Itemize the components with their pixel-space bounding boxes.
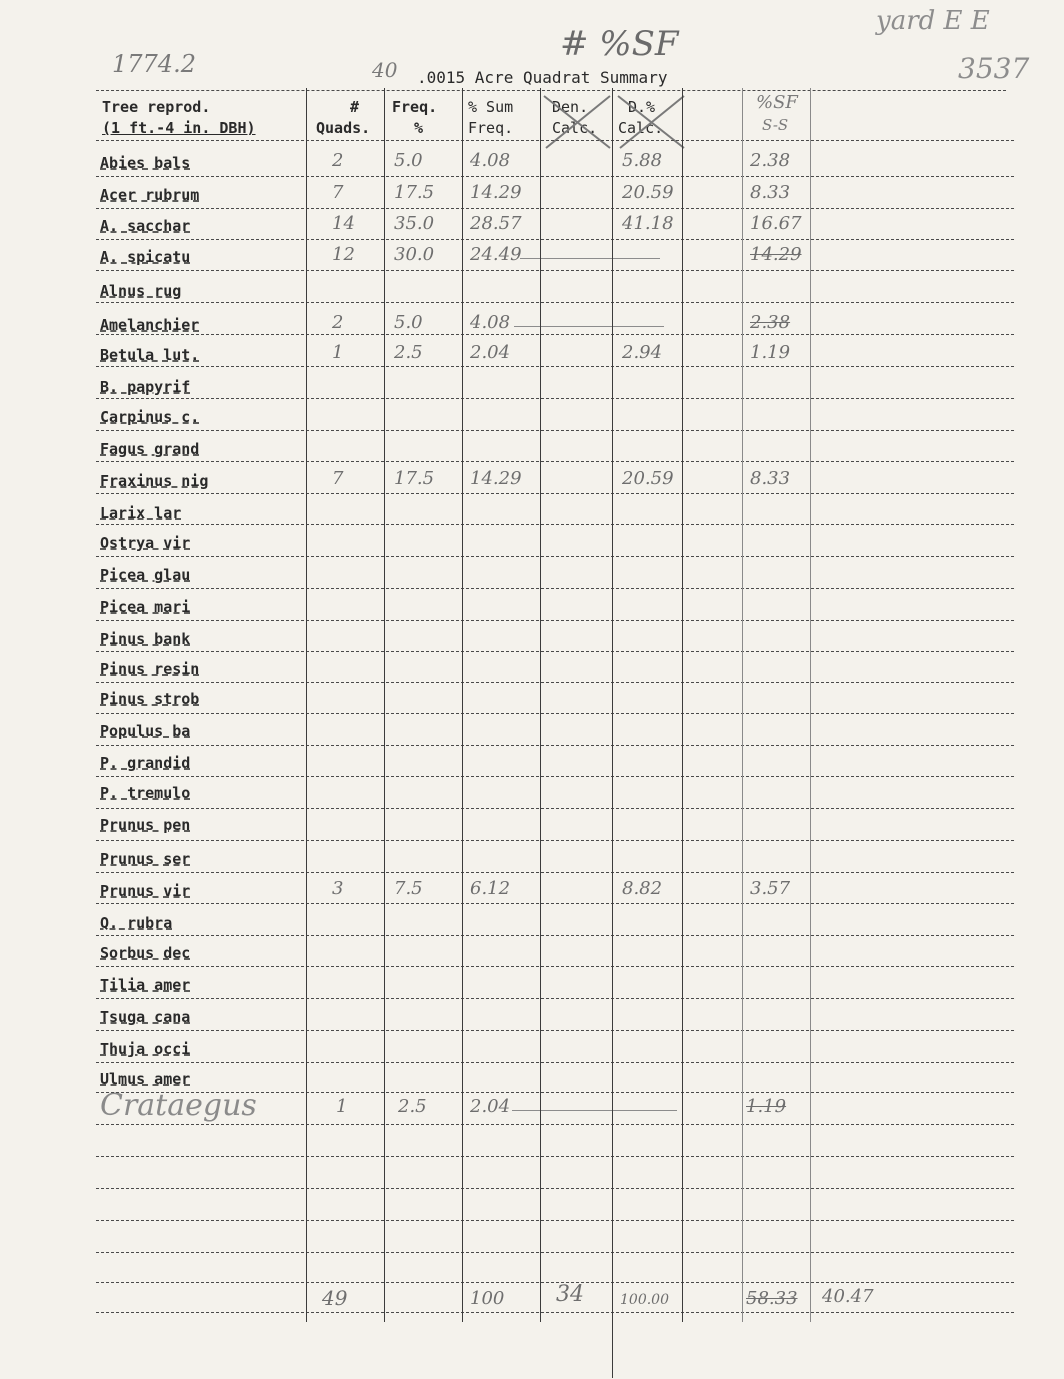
species-name: Sorbus dec	[100, 944, 191, 962]
cell-quads: 1	[332, 342, 344, 363]
cell-sum: 14.29	[470, 468, 522, 489]
total-dpct: 100.00	[620, 1292, 669, 1308]
cell-freq: 7.5	[394, 878, 423, 899]
column-rule	[810, 88, 811, 1322]
handwritten-sf: 1.19	[746, 1096, 787, 1117]
species-name: Prunus pen	[100, 816, 191, 834]
row-divider	[96, 745, 1014, 746]
row-divider	[96, 1252, 1014, 1253]
cell-sum: 28.57	[470, 213, 522, 234]
sheet-number: 3537	[958, 52, 1030, 85]
column-rule	[540, 88, 541, 1322]
row-divider	[96, 398, 1014, 399]
header-species-line2: (1 ft.-4 in. DBH)	[102, 119, 256, 137]
header-freq-line1: Freq.	[392, 98, 438, 116]
row-divider	[96, 1188, 1014, 1189]
header-dpct-line1: D.%	[628, 98, 656, 116]
header-den-line1: Den.	[552, 98, 589, 116]
species-name: Carpinus c.	[100, 408, 200, 426]
cell-sum: 24.49	[470, 244, 522, 265]
cell-freq: 17.5	[394, 468, 435, 489]
cell-sf: 16.67	[750, 213, 802, 234]
cell-quads: 7	[332, 182, 344, 203]
row-divider	[96, 1124, 1014, 1125]
handwritten-dash	[512, 1110, 677, 1111]
species-name: Q. rubra	[100, 914, 173, 932]
species-name: Alnus rug	[100, 282, 182, 300]
page-title: .0015 Acre Quadrat Summary	[417, 68, 668, 87]
total-den: 34	[556, 1282, 584, 1307]
cell-freq: 30.0	[394, 244, 435, 265]
species-name: P. grandid	[100, 754, 191, 772]
header-quads-line2: Quads.	[316, 119, 371, 137]
cell-sf: 8.33	[750, 182, 791, 203]
total-sum: 100	[470, 1288, 505, 1309]
cell-quads: 2	[332, 150, 344, 171]
column-rule	[742, 88, 743, 1322]
row-divider	[96, 524, 1014, 525]
species-name: Pinus strob	[100, 690, 200, 708]
species-name: Fraxinus nig	[100, 472, 209, 490]
row-divider	[96, 682, 1014, 683]
species-name: A. sacchar	[100, 217, 191, 235]
column-rule	[384, 88, 385, 1322]
species-name: Amelanchier	[100, 316, 200, 334]
cell-quads: 3	[332, 878, 344, 899]
total-quads: 49	[322, 1286, 348, 1310]
pencil-dash	[520, 258, 660, 259]
cell-quads: 2	[332, 312, 344, 333]
row-divider	[96, 556, 1014, 557]
row-divider	[96, 302, 1014, 303]
cell-dpct: 8.82	[622, 878, 663, 899]
row-divider	[96, 1312, 1014, 1313]
species-name: Fagus grand	[100, 440, 200, 458]
cell-quads: 14	[332, 213, 355, 234]
cell-quads: 7	[332, 468, 344, 489]
column-rule	[612, 88, 613, 1378]
species-name: Tsuga cana	[100, 1008, 191, 1026]
row-divider	[96, 808, 1014, 809]
row-divider	[96, 1156, 1014, 1157]
species-name: Ostrya vir	[100, 534, 191, 552]
handwritten-sum: 2.04	[470, 1096, 511, 1117]
count-prefix: 40	[372, 58, 398, 82]
species-name: Pinus resin	[100, 660, 200, 678]
species-name: A. spicatu	[100, 248, 191, 266]
row-divider	[96, 620, 1014, 621]
header-sum-freq-line1: % Sum	[468, 98, 514, 116]
row-divider	[96, 239, 1014, 240]
row-divider	[96, 430, 1014, 431]
cell-sum: 6.12	[470, 878, 511, 899]
total-sf: 40.47	[822, 1286, 874, 1307]
header-den-line2: Calc.	[552, 119, 598, 137]
row-divider	[96, 588, 1014, 589]
cell-dpct: 2.94	[622, 342, 663, 363]
species-name: Thuja occi	[100, 1040, 191, 1058]
species-name: Populus ba	[100, 722, 191, 740]
handwritten-quads: 1	[336, 1096, 348, 1117]
cell-sf: 14.29	[750, 244, 802, 265]
cell-dpct: 20.59	[622, 182, 674, 203]
cell-freq: 5.0	[394, 312, 423, 333]
row-divider	[96, 90, 1006, 91]
row-divider	[96, 998, 1014, 999]
row-divider	[96, 366, 1014, 367]
row-divider	[96, 493, 1014, 494]
row-divider	[96, 1030, 1014, 1031]
cell-freq: 2.5	[394, 342, 423, 363]
handwritten-freq: 2.5	[398, 1096, 427, 1117]
cell-sf: 1.19	[750, 342, 791, 363]
cell-sum: 14.29	[470, 182, 522, 203]
species-name: P. tremulo	[100, 784, 191, 802]
species-name: Abies bals	[100, 154, 191, 172]
row-divider	[96, 1282, 1014, 1283]
row-divider	[96, 1092, 1014, 1093]
cell-freq: 35.0	[394, 213, 435, 234]
top-left-note: 1774.2	[112, 50, 196, 78]
cell-sum: 4.08	[470, 150, 511, 171]
row-divider	[96, 140, 1014, 141]
species-name: Acer rubrum	[100, 186, 200, 204]
column-rule	[682, 88, 683, 1322]
cell-sf: 8.33	[750, 468, 791, 489]
row-divider	[96, 1062, 1014, 1063]
cell-sf: 2.38	[750, 150, 791, 171]
species-name: Picea glau	[100, 566, 191, 584]
header-freq-line2: %	[414, 119, 424, 137]
cell-dpct: 41.18	[622, 213, 674, 234]
total-sf-struck: 58.33	[746, 1288, 798, 1309]
row-divider	[96, 1220, 1014, 1221]
header-species-line1: Tree reprod.	[102, 98, 211, 116]
species-name: Tilia amer	[100, 976, 191, 994]
row-divider	[96, 651, 1014, 652]
pencil-dash	[514, 326, 664, 327]
header-dpct-line2: Calc.	[618, 119, 664, 137]
row-divider	[96, 713, 1014, 714]
row-divider	[96, 903, 1014, 904]
row-divider	[96, 208, 1014, 209]
top-right-note: yard E E	[876, 6, 990, 36]
den-crossout-mark	[540, 92, 690, 152]
cell-sf: 2.38	[750, 312, 791, 333]
row-divider	[96, 461, 1014, 462]
cell-quads: 12	[332, 244, 355, 265]
header-sum-freq-line2: Freq.	[468, 119, 514, 137]
species-name: B. papyrif	[100, 378, 191, 396]
species-name: Prunus ser	[100, 850, 191, 868]
column-rule	[306, 88, 307, 1322]
species-name: Larix lar	[100, 504, 182, 522]
column-rule	[462, 88, 463, 1322]
cell-freq: 17.5	[394, 182, 435, 203]
row-divider	[96, 840, 1014, 841]
row-divider	[96, 935, 1014, 936]
row-divider	[96, 176, 1014, 177]
row-divider	[96, 966, 1014, 967]
species-name: Prunus vir	[100, 882, 191, 900]
species-name: Pinus bank	[100, 630, 191, 648]
species-name: Picea mari	[100, 598, 191, 616]
header-quads-line1: #	[350, 98, 360, 116]
header-sf-line2: S-S	[762, 116, 789, 134]
row-divider	[96, 270, 1014, 271]
cell-sum: 4.08	[470, 312, 511, 333]
row-divider	[96, 776, 1014, 777]
handwritten-species: Crataegus	[100, 1088, 257, 1123]
header-sf-line1: %SF	[756, 92, 798, 113]
cell-dpct: 5.88	[622, 150, 663, 171]
cell-sum: 2.04	[470, 342, 511, 363]
species-name: Ulmus amer	[100, 1070, 191, 1088]
cell-sf: 3.57	[750, 878, 791, 899]
row-divider	[96, 334, 1014, 335]
species-name: Betula lut.	[100, 346, 200, 364]
cell-freq: 5.0	[394, 150, 423, 171]
cell-dpct: 20.59	[622, 468, 674, 489]
pencil-column-note: # %SF	[560, 24, 679, 64]
row-divider	[96, 872, 1014, 873]
